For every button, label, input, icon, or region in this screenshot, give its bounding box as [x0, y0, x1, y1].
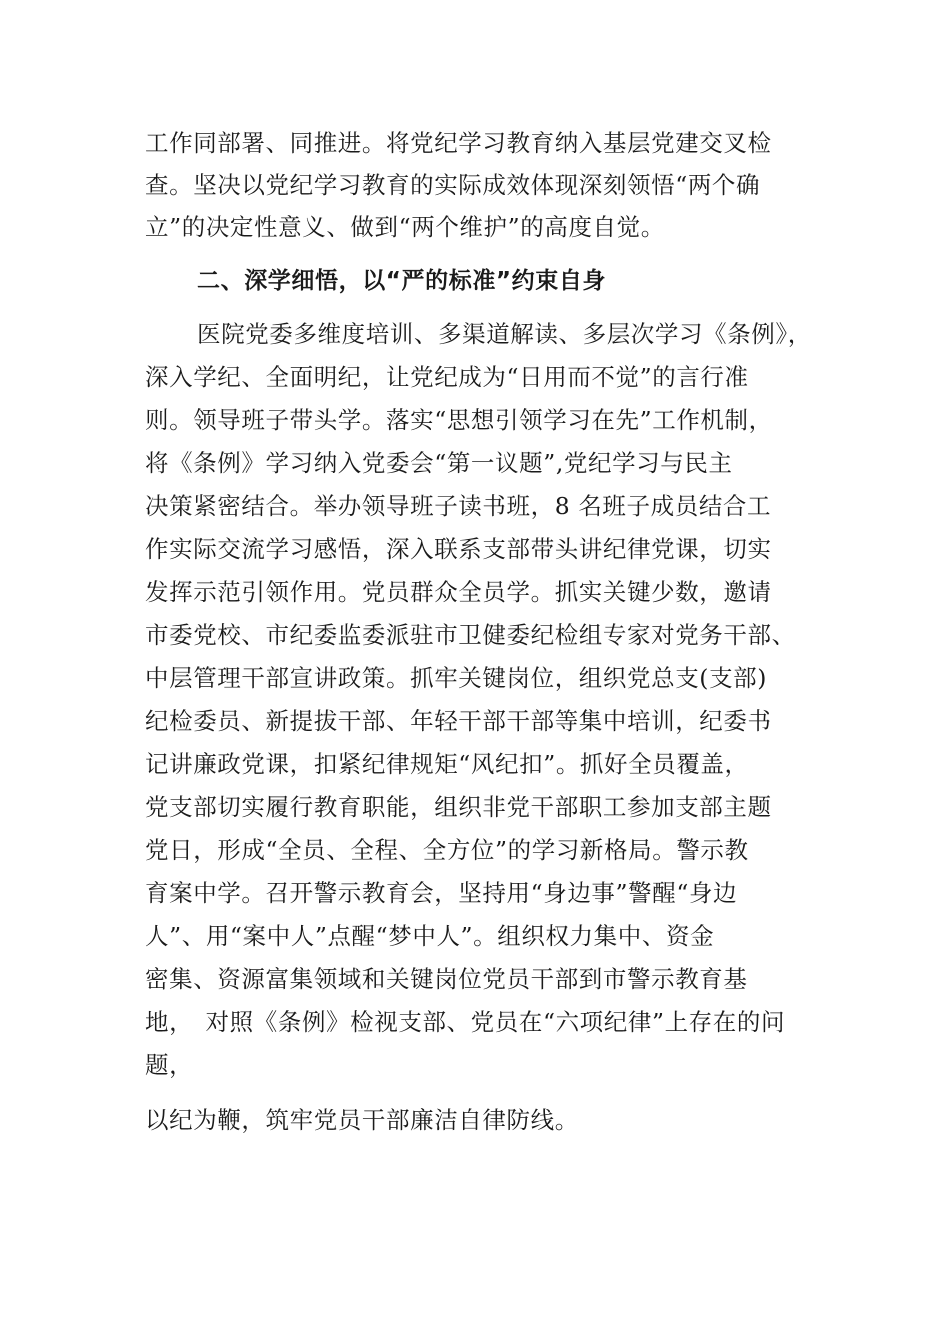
paragraph-line: 将《条例》学习纳入党委会“第一议题”,党纪学习与民主	[145, 449, 733, 477]
paragraph-line: 育案中学。召开警示教育会，坚持用“身边事”警醒“身边	[145, 879, 738, 907]
paragraph-line: 地， 对照《条例》检视支部、党员在“六项纪律”上存在的问	[145, 1008, 786, 1036]
paragraph-line: 深入学纪、全面明纪，让党纪成为“日用而不觉”的言行准	[145, 363, 749, 391]
text-line: 查。坚决以党纪学习教育的实际成效体现深刻领悟“两个确	[145, 171, 761, 199]
paragraph-line: 医院党委多维度培训、多渠道解读、多层次学习《条例》，	[197, 320, 812, 348]
paragraph-line: 记讲廉政党课，扣紧纪律规矩“风纪扣”。抓好全员覆盖，	[145, 750, 749, 778]
closing-line: 以纪为鞭，筑牢党员干部廉洁自律防线。	[145, 1106, 579, 1134]
paragraph-line: 题，	[145, 1051, 194, 1079]
paragraph-line: 市委党校、市纪委监委派驻市卫健委纪检组专家对党务干部、	[145, 621, 796, 649]
paragraph-line: 作实际交流学习感悟，深入联系支部带头讲纪律党课，切实	[145, 535, 772, 563]
paragraph-line: 党日，形成“全员、全程、全方位”的学习新格局。警示教	[145, 836, 749, 864]
paragraph-line: 则。领导班子带头学。落实“思想引领学习在先”工作机制，	[145, 406, 773, 434]
paragraph-line: 发挥示范引领作用。党员群众全员学。抓实关键少数，邀请	[145, 578, 772, 606]
paragraph-line: 决策紧密结合。举办领导班子读书班，8 名班子成员结合工	[145, 492, 772, 520]
paragraph-line: 中层管理干部宣讲政策。抓牢关键岗位，组织党总支(支部)	[145, 664, 768, 692]
text-line: 工作同部署、同推进。将党纪学习教育纳入基层党建交叉检	[145, 129, 772, 157]
paragraph-line: 人”、用“案中人”点醒“梦中人”。组织权力集中、资金	[145, 922, 715, 950]
section-heading: 二、深学细悟，以“严的标准”约束自身	[197, 268, 607, 294]
paragraph-line: 党支部切实履行教育职能，组织非党干部职工参加支部主题	[145, 793, 772, 821]
text-line: 立”的决定性意义、做到“两个维护”的高度自觉。	[145, 213, 665, 241]
paragraph-line: 纪检委员、新提拔干部、年轻干部干部等集中培训，纪委书	[145, 707, 772, 735]
paragraph-line: 密集、资源富集领域和关键岗位党员干部到市警示教育基	[145, 965, 748, 993]
